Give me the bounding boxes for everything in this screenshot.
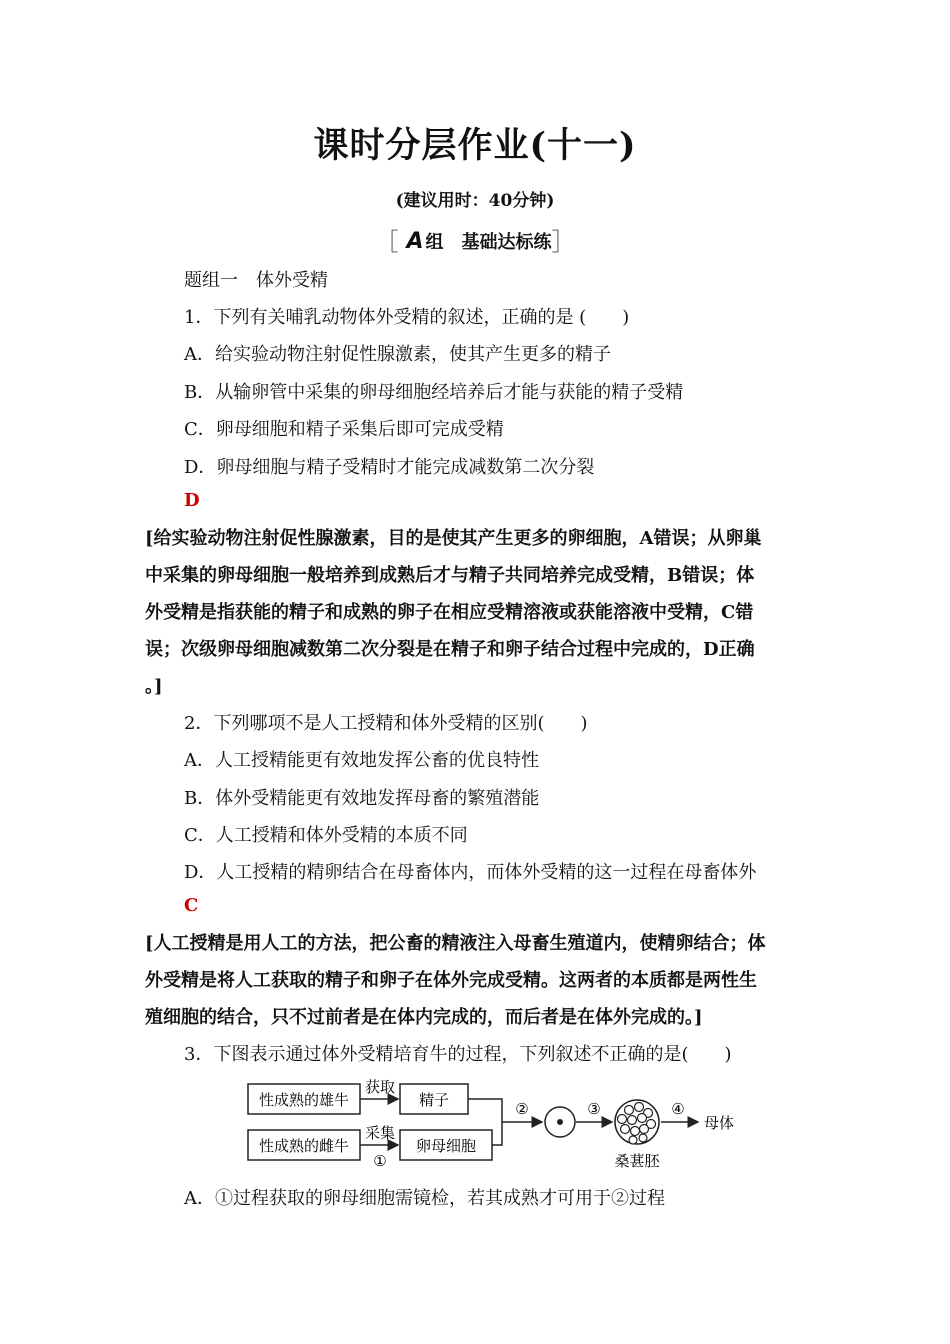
q3-option-a: A．①过程获取的卵母细胞需镜检，若其成熟才可用于②过程 bbox=[184, 1188, 665, 1209]
q1-option-c: C．卵母细胞和精子采集后即可完成受精 bbox=[184, 419, 504, 440]
obtain-label: 获取 bbox=[364, 1078, 396, 1096]
q2-answer: C bbox=[184, 895, 199, 916]
q1-explanation-4: 误；次级卵母细胞减数第二次分裂是在精子和卵子结合过程中完成的，D正确 bbox=[145, 639, 755, 660]
q2-explanation-2: 外受精是将人工获取的精子和卵子在体外完成受精。这两者的本质都是两性生 bbox=[145, 970, 757, 991]
q1-explanation-1: [给实验动物注射促性腺激素，目的是使其产生更多的卵细胞，A错误；从卵巢 bbox=[145, 528, 762, 549]
q1-explanation-3: 外受精是指获能的精子和成熟的卵子在相应受精溶液或获能溶液中受精，C错 bbox=[145, 602, 754, 623]
morula-label: 桑葚胚 bbox=[614, 1152, 660, 1170]
q2-explanation-1: [人工授精是用人工的方法，把公畜的精液注入母畜生殖道内，使精卵结合；体 bbox=[145, 933, 766, 954]
group-label: 组 基础达标练 bbox=[425, 232, 552, 253]
morula-icon bbox=[615, 1100, 659, 1144]
step-3-label: ③ bbox=[587, 1100, 601, 1118]
q1-stem: 1．下列有关哺乳动物体外受精的叙述，正确的是 ( ) bbox=[184, 307, 630, 328]
step-1-label: ① bbox=[373, 1152, 387, 1170]
q1-option-b: B．从输卵管中采集的卵母细胞经培养后才能与获能的精子受精 bbox=[184, 382, 684, 403]
q1-explanation-2: 中采集的卵母细胞一般培养到成熟后才与精子共同培养完成受精，B错误；体 bbox=[145, 565, 755, 586]
q3-stem: 3．下图表示通过体外受精培育牛的过程，下列叙述不正确的是( ) bbox=[184, 1044, 732, 1065]
q2-stem: 2．下列哪项不是人工授精和体外受精的区别( ) bbox=[184, 713, 588, 734]
q2-option-d: D．人工授精的精卵结合在母畜体内，而体外受精的这一过程在母畜体外 bbox=[184, 862, 757, 883]
male-cattle-label: 性成熟的雄牛 bbox=[258, 1091, 350, 1109]
mother-label: 母体 bbox=[704, 1114, 735, 1132]
q1-explanation-5: 。] bbox=[145, 676, 163, 697]
right-bracket-icon: ］ bbox=[551, 228, 576, 256]
step-4-label: ④ bbox=[671, 1100, 685, 1118]
group-letter: A bbox=[406, 229, 424, 254]
left-bracket-icon: ［ bbox=[374, 228, 399, 256]
female-cattle-label: 性成熟的雌牛 bbox=[258, 1137, 350, 1155]
suggested-time: (建议用时：40分钟) bbox=[395, 191, 555, 211]
q2-option-b: B．体外受精能更有效地发挥母畜的繁殖潜能 bbox=[184, 788, 540, 809]
step-2-label: ② bbox=[515, 1100, 529, 1118]
section-heading: 题组一 体外受精 bbox=[184, 270, 328, 291]
q1-option-d: D．卵母细胞与精子受精时才能完成减数第二次分裂 bbox=[184, 457, 595, 478]
q1-option-a: A．给实验动物注射促性腺激素，使其产生更多的精子 bbox=[184, 344, 611, 365]
q1-answer: D bbox=[184, 490, 200, 511]
q2-option-a: A．人工授精能更有效地发挥公畜的优良特性 bbox=[184, 750, 539, 771]
oocyte-label: 卵母细胞 bbox=[415, 1137, 477, 1155]
collect-label: 采集 bbox=[364, 1124, 396, 1142]
page-title: 课时分层作业(十一) bbox=[313, 125, 637, 166]
sperm-label: 精子 bbox=[418, 1091, 450, 1109]
group-header bbox=[0, 222, 950, 257]
q2-explanation-3: 殖细胞的结合，只不过前者是在体内完成的，而后者是在体外完成的。] bbox=[145, 1007, 703, 1028]
q2-option-c: C．人工授精和体外受精的本质不同 bbox=[184, 825, 468, 846]
ivf-process-diagram bbox=[240, 1074, 760, 1174]
